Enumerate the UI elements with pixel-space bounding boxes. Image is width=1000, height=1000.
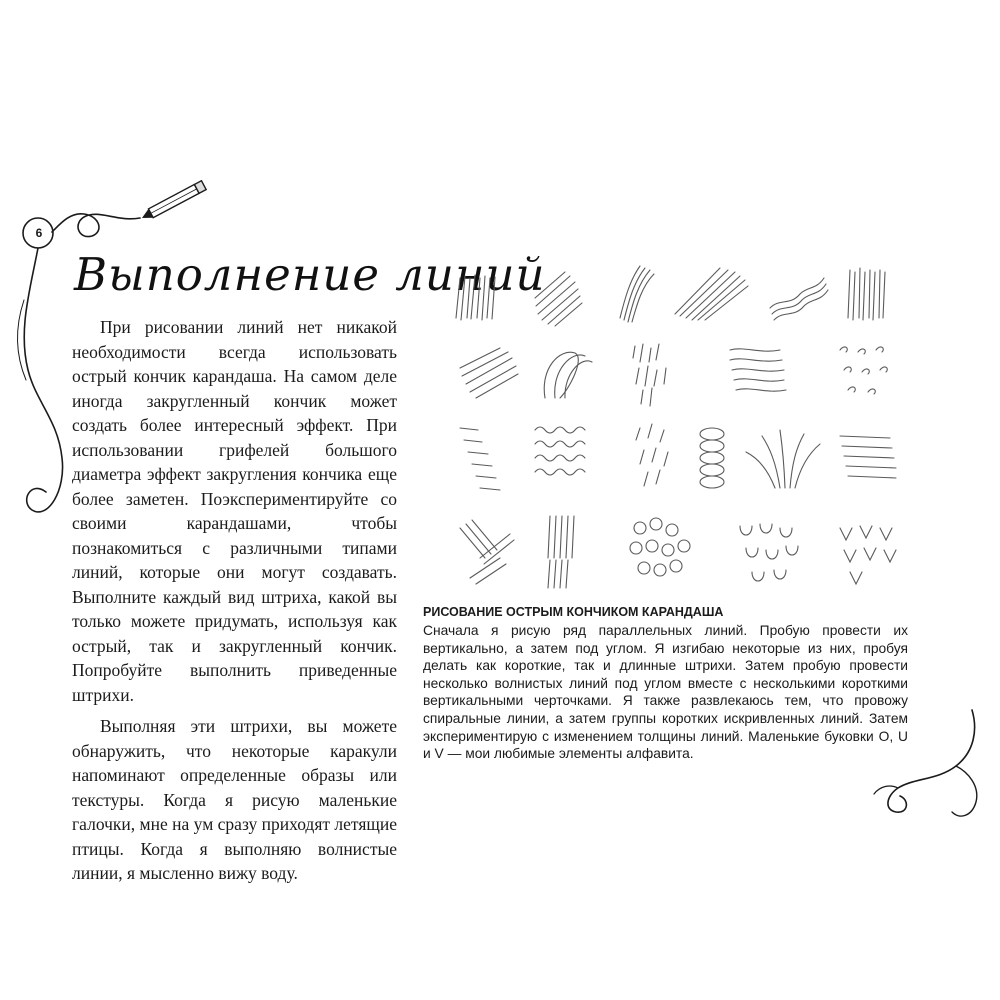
decorative-swirl-bottom bbox=[868, 700, 1000, 830]
curved-strokes-sample bbox=[620, 266, 654, 322]
small-curls-sample bbox=[840, 347, 887, 394]
wavy-horizontal-sample bbox=[730, 349, 786, 391]
diagonal-hatching-sample bbox=[535, 272, 582, 326]
pencil-stroke-samples bbox=[440, 258, 910, 598]
wavy-diagonal-sample bbox=[770, 278, 828, 320]
spiral-loops-sample bbox=[700, 428, 724, 488]
long-diagonal-strokes-sample bbox=[675, 268, 748, 320]
small-v-shapes-sample bbox=[840, 526, 896, 584]
page-title: Выполнение линий bbox=[74, 248, 546, 301]
grass-tufts-sample bbox=[746, 430, 820, 488]
body-paragraph: При рисовании линий нет никакой необходимости всегда использовать острый кончик карандаша. На самом деле иногда закругленный кончик может создать более интересный эффект. При использовании грифелей большого диаметра эффект закругления кончика еще более заметен. Поэкспериментируйте со своими карандашами, чтобы познакомиться с различными типами линий, которые они могут создавать. Выполните каждый вид штриха, какой вы только можете придумать, используя как острый, так и закругленный кончик. Попробуйте выполнить приведенные штрихи. bbox=[72, 317, 397, 705]
page-number: 6 bbox=[35, 226, 43, 240]
vertical-hatching-sample bbox=[456, 275, 495, 320]
horizontal-scribbles-sample bbox=[840, 436, 896, 478]
body-text bbox=[72, 315, 397, 893]
body-paragraph: Выполняя эти штрихи, вы можете обнаружить, что некоторые каракули напоминают определенные образы или текстуры. Когда я рисую маленькие галочки, мне на ум сразу приходят летящие птицы. Когда я выполняю волнистые линии, я мысленно вижу воду. bbox=[72, 716, 397, 883]
vertical-rows-sample bbox=[548, 516, 574, 588]
small-u-shapes-sample bbox=[740, 524, 798, 581]
diagonal-dashes-sample bbox=[460, 348, 518, 398]
short-vertical-ticks-sample bbox=[633, 344, 666, 406]
small-circles-sample bbox=[630, 518, 690, 576]
caption-title: РИСОВАНИЕ ОСТРЫМ КОНЧИКОМ КАРАНДАША bbox=[423, 605, 724, 619]
dense-vertical-sample bbox=[848, 268, 885, 320]
caption-text: Сначала я рисую ряд параллельных линий. Пробую провести их вертикально, а затем под углом. Я изгибаю некоторые из них, пробуя делать как короткие, так и длинные штрихи. Затем пробую провести несколько волнистых линий под углом вместе с несколькими короткими вертикальными черточками. Я также развлекаюсь тем, что провожу спиральные линии, а затем группы коротких искривленных линий. Затем экспериментирую с изменением толщины линий. Маленькие буковки О, U и V — мои любимые элементы алфавита. bbox=[423, 623, 908, 762]
loop-strokes-sample bbox=[544, 352, 592, 398]
crossed-hatching-sample bbox=[460, 520, 514, 584]
wavy-rows-sample bbox=[535, 427, 585, 475]
caption-block bbox=[423, 604, 908, 763]
scribble-dashes-sample bbox=[460, 428, 500, 490]
scattered-ticks-sample bbox=[636, 424, 668, 486]
pencil-icon bbox=[140, 181, 207, 223]
